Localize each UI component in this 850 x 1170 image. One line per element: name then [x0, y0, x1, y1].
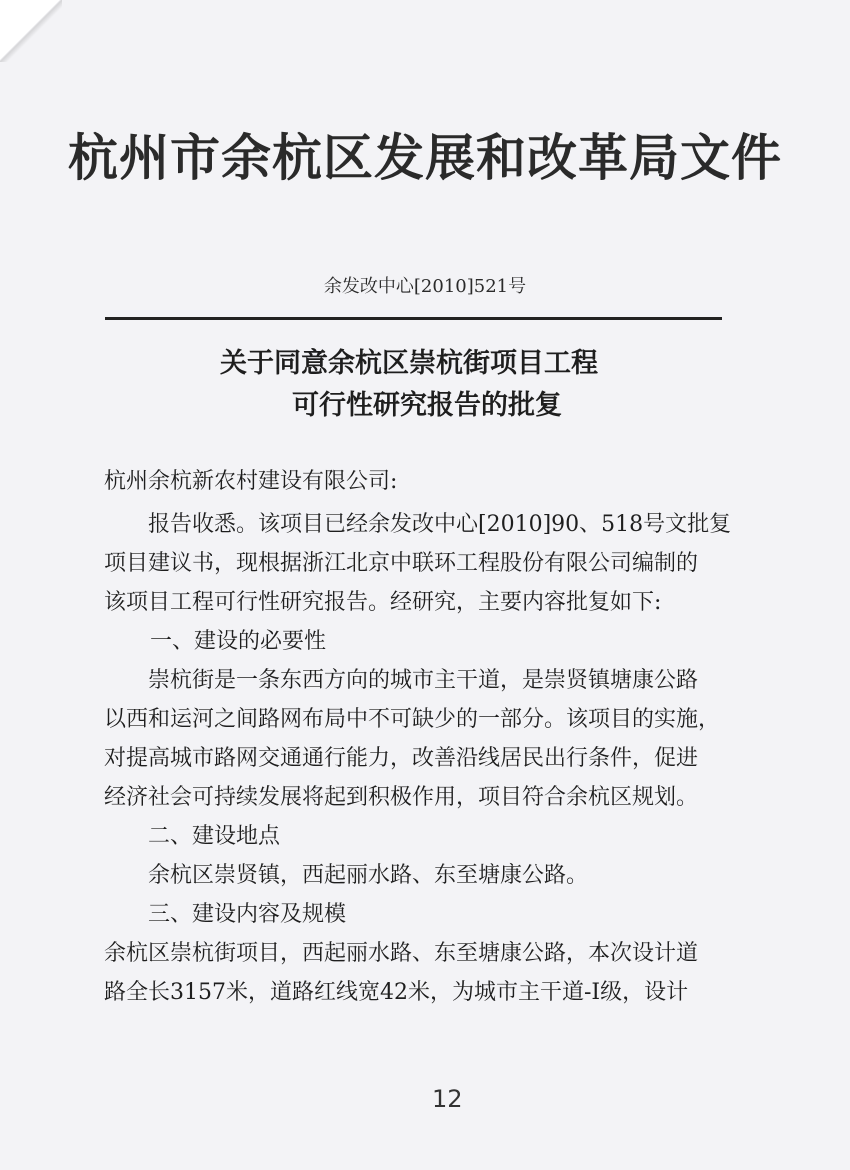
section-3-line-1: 余杭区崇杭街项目，西起丽水路、东至塘康公路，本次设计道 [104, 941, 699, 966]
folded-corner-shadow [0, 0, 62, 62]
section-2-heading: 二、建设地点 [148, 824, 281, 849]
section-2-line-1: 余杭区崇贤镇，西起丽水路、东至塘康公路。 [148, 863, 589, 888]
section-3-line-2: 路全长3157米，道路红线宽42米，为城市主干道-I级，设计 [104, 980, 689, 1005]
paragraph-1-line-2: 项目建议书，现根据浙江北京中联环工程股份有限公司编制的 [104, 551, 699, 576]
document-title-line-1: 关于同意余杭区崇杭街项目工程 [220, 348, 598, 379]
issuer-title: 杭州市余杭区发展和改革局文件 [68, 129, 782, 187]
paragraph-1-line-1: 报告收悉。该项目已经余发改中心[2010]90、518号文批复 [148, 512, 732, 537]
section-1-line-2: 以西和运河之间路网布局中不可缺少的一部分。该项目的实施， [104, 707, 721, 732]
document-title-line-2: 可行性研究报告的批复 [292, 390, 562, 421]
section-1-heading: 一、建设的必要性 [150, 629, 327, 654]
header-divider [105, 317, 722, 320]
section-1-line-3: 对提高城市路网交通通行能力，改善沿线居民出行条件，促进 [104, 746, 699, 771]
handwritten-page-number: 12 [432, 1085, 463, 1113]
section-1-line-4: 经济社会可持续发展将起到积极作用，项目符合余杭区规划。 [104, 785, 699, 810]
recipient: 杭州余杭新农村建设有限公司: [104, 469, 398, 494]
section-3-heading: 三、建设内容及规模 [148, 902, 347, 927]
paragraph-1-line-3: 该项目工程可行性研究报告。经研究，主要内容批复如下: [104, 590, 662, 615]
document-number: 余发改中心[2010]521号 [323, 276, 527, 297]
section-1-line-1: 崇杭街是一条东西方向的城市主干道，是崇贤镇塘康公路 [148, 668, 699, 693]
